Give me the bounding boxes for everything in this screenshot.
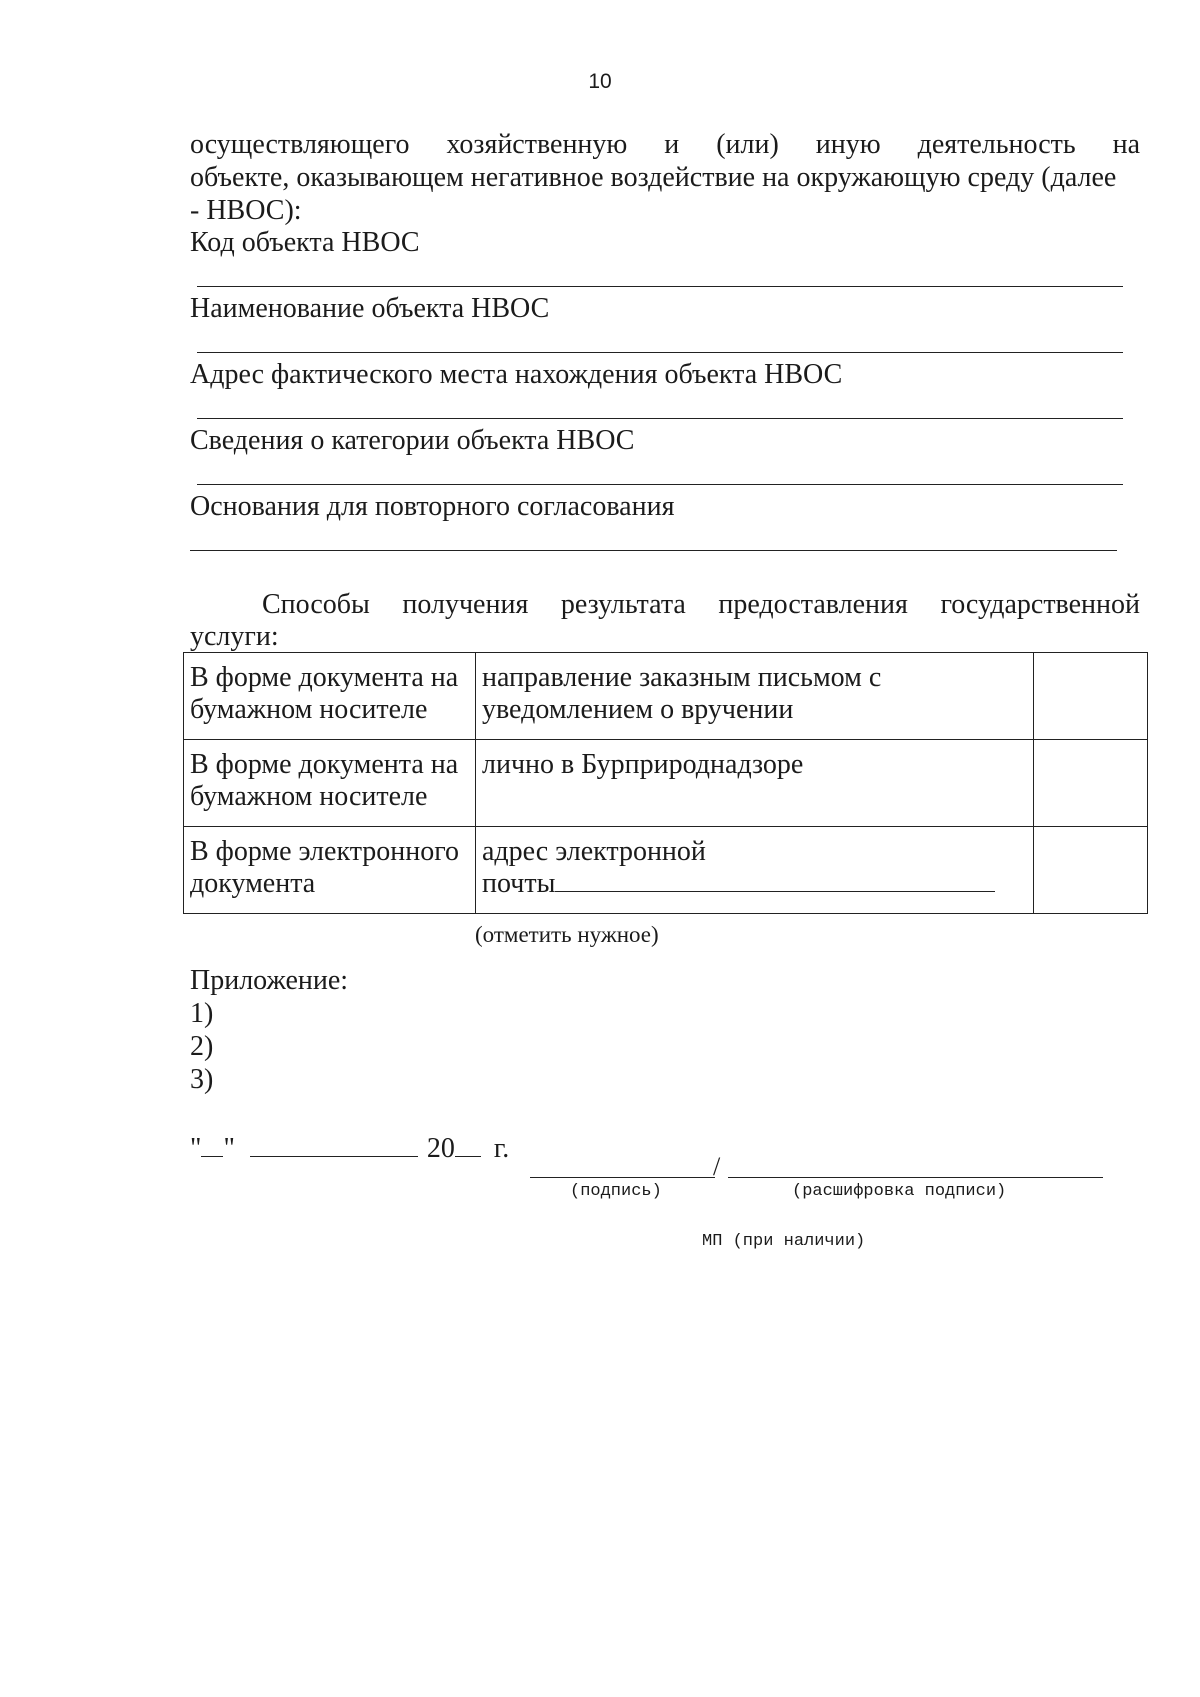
field-line-object-category[interactable]: [197, 484, 1123, 485]
methods-heading-line-2: услуги:: [190, 621, 279, 652]
field-line-object-address[interactable]: [197, 418, 1123, 419]
signature-separator: /: [713, 1152, 721, 1181]
field-label-reapproval-grounds: Основания для повторного согласования: [190, 491, 675, 522]
table-row: [184, 653, 1148, 740]
signature-line[interactable]: [530, 1177, 715, 1178]
signature-caption: (подпись): [570, 1182, 662, 1201]
field-label-object-address: Адрес фактического места нахождения объекта НВОС: [190, 359, 843, 390]
field-line-object-code[interactable]: [197, 286, 1123, 287]
attachments-title: Приложение:: [190, 965, 349, 996]
date-year-blank[interactable]: [455, 1130, 481, 1157]
attachment-item-3: 3): [190, 1064, 214, 1095]
field-label-object-category: Сведения о категории объекта НВОС: [190, 425, 635, 456]
methods-heading-line-1: Способы получения результата предоставления государственной: [262, 589, 1140, 620]
method-form-cell: В форме электронного документа: [184, 827, 476, 914]
field-line-object-name[interactable]: [197, 352, 1123, 353]
date-quote-close: ": [223, 1133, 235, 1164]
page-number: 10: [588, 70, 612, 93]
method-description-cell: направление заказным письмом с уведомлением о вручении: [476, 653, 1034, 740]
methods-note: (отметить нужное): [475, 922, 659, 947]
intro-line-3: - НВОС):: [190, 195, 302, 226]
field-label-object-name: Наименование объекта НВОС: [190, 293, 550, 324]
method-description-cell: [476, 827, 1034, 914]
date-month-blank[interactable]: [250, 1130, 418, 1157]
method-checkbox-cell[interactable]: [1034, 653, 1148, 740]
field-line-reapproval-grounds[interactable]: [190, 550, 1117, 551]
table-row: [184, 827, 1148, 914]
result-methods-table: [183, 652, 1148, 914]
date-day-blank[interactable]: [201, 1130, 223, 1157]
field-label-object-code: Код объекта НВОС: [190, 227, 420, 258]
email-label-line-1: адрес электронной: [482, 836, 706, 867]
method-description-cell: лично в Бурприроднадзоре: [476, 740, 1034, 827]
method-form-cell: В форме документа на бумажном носителе: [184, 653, 476, 740]
table-row: [184, 740, 1148, 827]
signature-decoding-line[interactable]: [728, 1177, 1103, 1178]
intro-line-1: осуществляющего хозяйственную и (или) иную деятельность на: [190, 129, 1140, 160]
method-form-cell: В форме документа на бумажном носителе: [184, 740, 476, 827]
date-year-prefix: 20: [426, 1133, 455, 1164]
attachment-item-2: 2): [190, 1031, 214, 1062]
attachment-item-1: 1): [190, 998, 214, 1029]
intro-line-2: объекте, оказывающем негативное воздействие на окружающую среду (далее: [190, 162, 1117, 193]
stamp-note: МП (при наличии): [702, 1232, 866, 1251]
signature-decoding-caption: (расшифровка подписи): [792, 1182, 1007, 1201]
email-input-line[interactable]: [555, 869, 995, 892]
email-label-line-2: [482, 868, 1027, 900]
method-checkbox-cell[interactable]: [1034, 740, 1148, 827]
date-year-suffix: г.: [493, 1133, 510, 1164]
email-label-text: почты: [482, 868, 556, 899]
method-checkbox-cell[interactable]: [1034, 827, 1148, 914]
date-row: [190, 1130, 509, 1165]
date-quote-open: ": [190, 1133, 202, 1164]
